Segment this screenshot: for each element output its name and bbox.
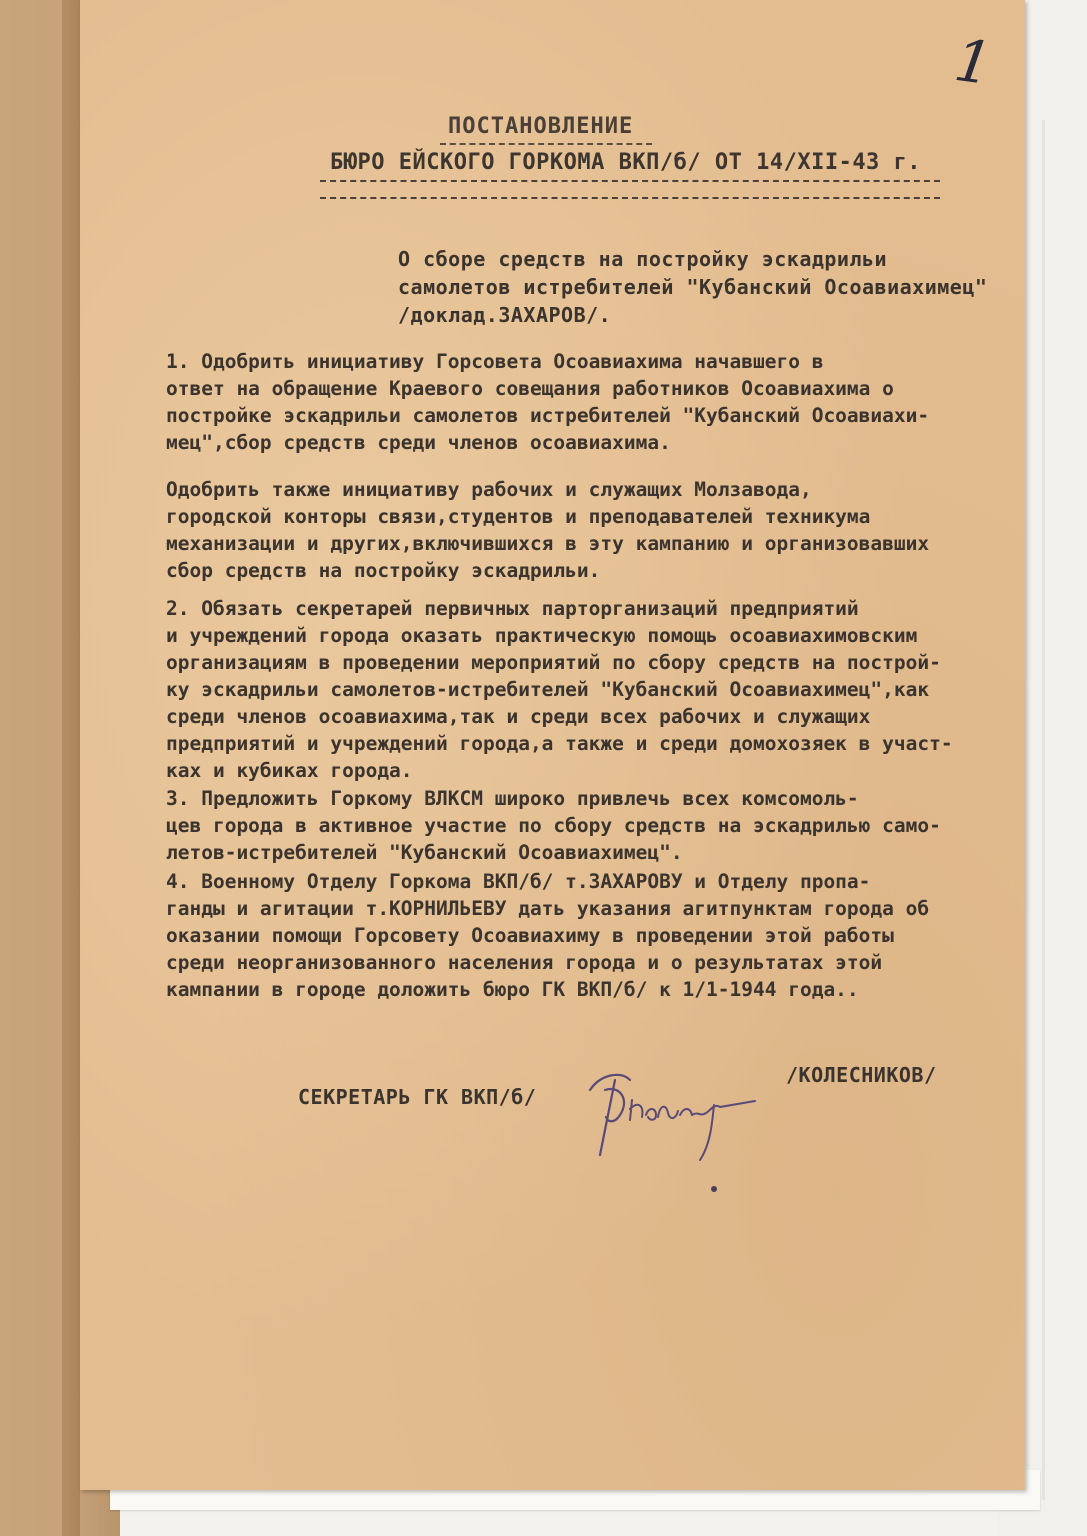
paragraph-line: 4. Военному Отделу Горкома ВКП/б/ т.ЗАХАРОВУ и Отделу пропа- [166,870,871,893]
paragraph-line: сбор средств на постройку эскадрильи. [166,559,601,582]
paragraph-line: 2. Обязать секретарей первичных парторганизаций предприятий [166,597,859,620]
paragraph-line: городской конторы связи,студентов и преподавателей техникума [166,505,871,528]
paragraph-line: ганды и агитации т.КОРНИЛЬЕВУ дать указания агитпунктам города об [166,897,930,920]
subtitle-underline [320,180,940,182]
paragraph-line: цев города в активное участие по сбору средств на эскадрилью само- [166,814,941,837]
subject-line: /доклад.ЗАХАРОВ/. [398,303,612,327]
paragraph-line: ответ на обращение Краевого совещания работников Осоавиахима о [166,377,894,400]
paragraph-line: среди членов осоавиахима,так и среди всех рабочих и служащих [166,705,871,728]
paragraph-line: оказании помощи Горсовету Осоавиахиму в проведении этой работы [166,924,894,947]
subject-line: самолетов истребителей "Кубанский Осоавиахимец" [398,275,988,299]
paragraph-line: Одобрить также инициативу рабочих и служащих Молзавода, [166,478,812,501]
paragraph-4 [166,868,929,1003]
heading-underline [440,143,652,145]
paragraph-line: мец",сбор средств среди членов осоавиахима. [166,431,671,454]
paragraph-line: механизации и других,включившихся в эту кампанию и организовавших [166,532,930,555]
signer-name: /КОЛЕСНИКОВ/ [786,1063,937,1087]
page-number: 1 [950,25,997,99]
background-strip [1042,120,1045,1500]
paragraph-line: и учреждений города оказать практическую помощь осоавиахимовским [166,624,918,647]
paragraph-line: ку эскадрильи самолетов-истребителей "Кубанский Осоавиахимец",как [166,678,930,701]
paragraph-line: постройке эскадрильи самолетов истребителей "Кубанский Осоавиахи- [166,404,930,427]
ink-dot [711,1186,717,1192]
paragraph-2 [166,595,953,784]
paragraph-line: предприятий и учреждений города,а также и среди домохозяек в участ- [166,732,953,755]
document-page [80,0,1025,1490]
subtitle-underline-second [320,197,940,199]
paragraph-line: летов-истребителей "Кубанский Осоавиахимец". [166,841,683,864]
document-subtitle: БЮРО ЕЙСКОГО ГОРКОМА ВКП/б/ ОТ 14/XII-43 г. [330,150,922,175]
paragraph-line: кампании в городе доложить бюро ГК ВКП/б/ к 1/1-1944 года.. [166,978,859,1001]
subject-line: О сборе средств на постройку эскадрильи [398,247,888,271]
paragraph-line: организациям в проведении мероприятий по сбору средств на построй- [166,651,941,674]
paragraph-line: 1. Одобрить инициативу Горсовета Осоавиахима начавшего в [166,350,824,373]
paragraph-line: среди неорганизованного населения города и о результатах этой [166,951,883,974]
document-subject [398,245,987,329]
signature-title: СЕКРЕТАРЬ ГК ВКП/б/ [298,1085,537,1109]
paragraph-line: 3. Предложить Горкому ВЛКСМ широко привлечь всех комсомоль- [166,787,859,810]
handwritten-signature [560,1045,770,1195]
folder-edge [62,0,80,1536]
document-type-heading: ПОСТАНОВЛЕНИЕ [448,114,634,139]
paragraph-1 [166,348,929,456]
paragraph-1-continued [166,476,929,584]
paragraph-3 [166,785,941,866]
paragraph-line: ках и кубиках города. [166,759,413,782]
